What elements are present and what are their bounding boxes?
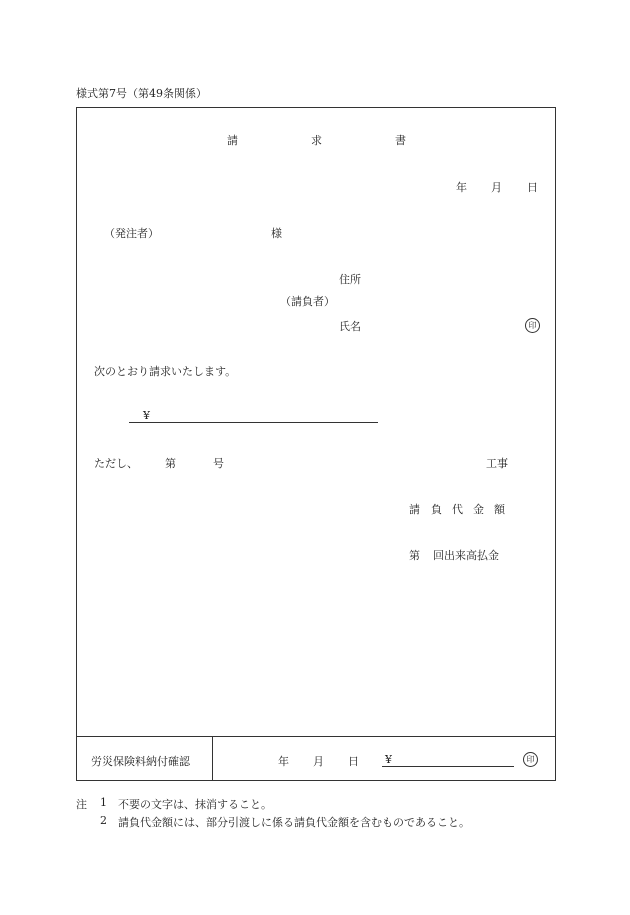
- title-char-1: 請: [227, 134, 238, 147]
- amount-yen-symbol: ¥: [143, 409, 150, 422]
- orderer-label: （発注者）: [104, 227, 159, 240]
- footer-date-year: 年: [278, 755, 289, 768]
- footer-seal-icon: 印: [523, 752, 538, 767]
- footer-divider: [76, 736, 556, 737]
- date-day: 日: [527, 181, 538, 194]
- title-char-3: 書: [395, 134, 406, 147]
- title-char-2: 求: [311, 134, 322, 147]
- contract-amount-char-3: 代: [452, 503, 463, 516]
- proviso-go: 号: [213, 457, 224, 470]
- note-2-text: 請負代金額には、部分引渡しに係る請負代金額を含むものであること。: [118, 816, 470, 829]
- footer-date-month: 月: [313, 755, 324, 768]
- request-text: 次のとおり請求いたします。: [94, 365, 237, 378]
- contract-amount-char-4: 金: [473, 503, 484, 516]
- note-2-number: 2: [100, 814, 107, 827]
- footer-column-divider: [212, 736, 213, 781]
- contractor-role-label: （請負者）: [280, 295, 335, 308]
- insurance-confirmation-label: 労災保険料納付確認: [91, 755, 190, 768]
- contract-amount-char-1: 請: [409, 503, 420, 516]
- construction-label: 工事: [486, 457, 508, 470]
- name-label: 氏名: [339, 320, 361, 333]
- proviso-label: ただし、: [94, 457, 138, 470]
- payment-text: 回出来高払金: [433, 549, 499, 562]
- contract-amount-char-5: 額: [494, 503, 505, 516]
- note-1-text: 不要の文字は、抹消すること。: [118, 798, 272, 811]
- contract-amount-char-2: 負: [431, 503, 442, 516]
- form-frame: [76, 107, 556, 781]
- footer-date-day: 日: [348, 755, 359, 768]
- note-1-number: 1: [100, 796, 107, 809]
- payment-dai: 第: [409, 549, 420, 562]
- footer-amount-underline: [382, 766, 514, 767]
- orderer-honorific: 様: [271, 227, 282, 240]
- contractor-seal-icon: 印: [525, 318, 540, 333]
- address-label: 住所: [339, 273, 361, 286]
- notes-prefix: 注: [76, 798, 87, 811]
- date-month: 月: [491, 181, 502, 194]
- amount-underline: [129, 422, 378, 423]
- form-number: 様式第7号（第49条関係）: [76, 87, 207, 100]
- footer-yen-symbol: ¥: [385, 753, 392, 766]
- date-year: 年: [456, 181, 467, 194]
- proviso-dai: 第: [165, 457, 176, 470]
